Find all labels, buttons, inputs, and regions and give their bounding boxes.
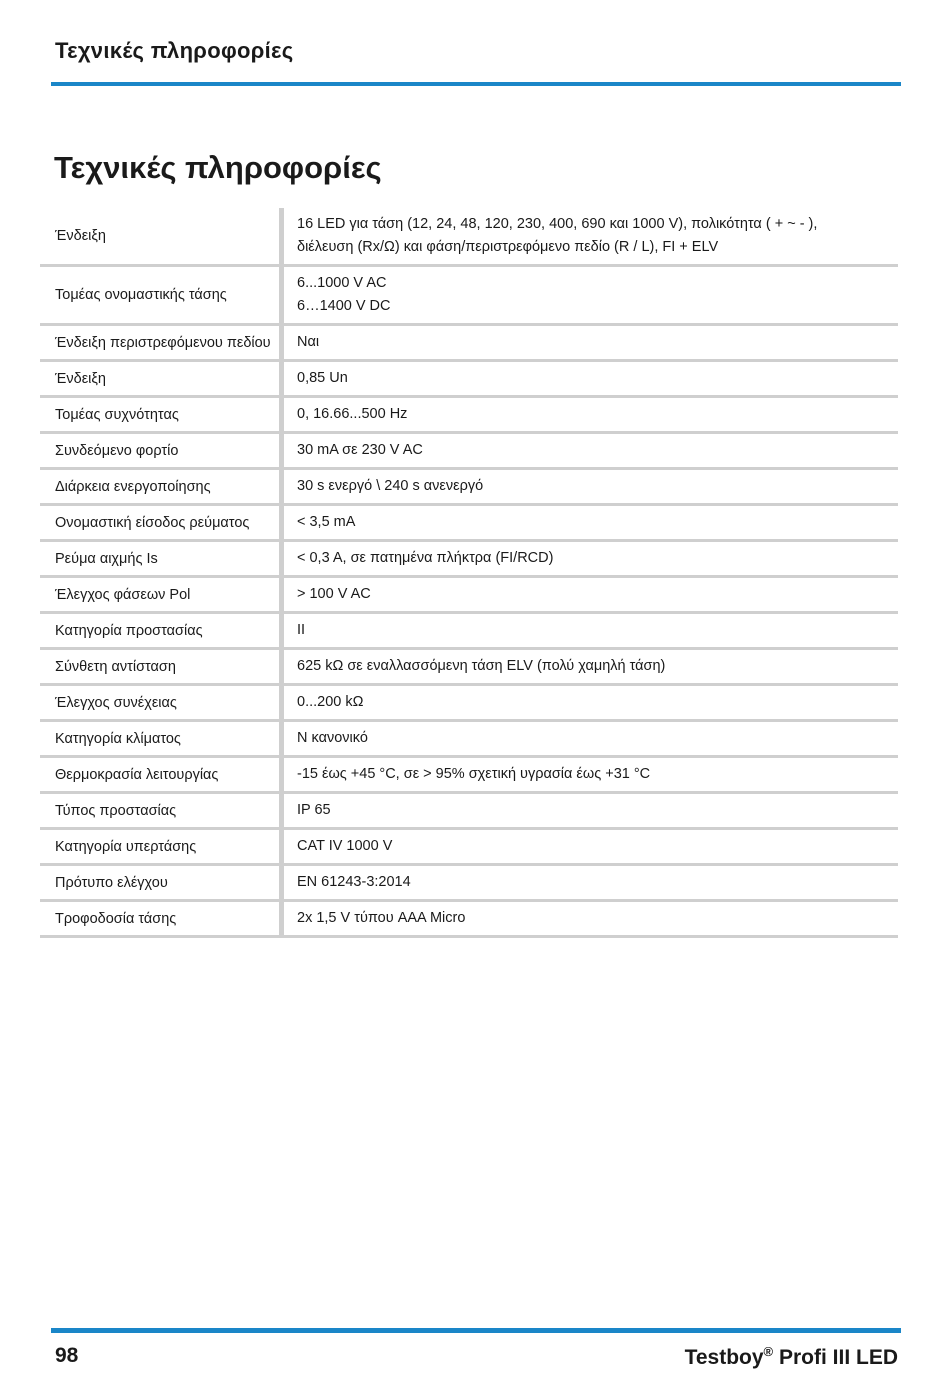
- spec-value: [284, 686, 898, 719]
- spec-value-line: < 3,5 mA: [297, 514, 356, 530]
- spec-value-line: 0,85 Un: [297, 370, 348, 386]
- spec-value: [284, 578, 898, 611]
- spec-value-line: 30 mA σε 230 V AC: [297, 442, 423, 458]
- spec-label: Τύπος προστασίας: [55, 802, 177, 819]
- spec-value-line: IP 65: [297, 802, 331, 818]
- spec-label: Ονομαστική είσοδος ρεύματος: [55, 514, 250, 531]
- footer-divider: [51, 1328, 901, 1333]
- spec-value-line: 625 kΩ σε εναλλασσόμενη τάση ELV (πολύ χαμηλή τάση): [297, 658, 666, 674]
- table-row: [40, 434, 898, 470]
- table-row: [40, 614, 898, 650]
- spec-value-line: -15 έως +45 °C, σε > 95% σχετική υγρασία έως +31 °C: [297, 766, 651, 782]
- spec-value-line: Ναι: [297, 334, 320, 350]
- spec-label: Τομέας ονομαστικής τάσης: [55, 287, 227, 303]
- table-row: [40, 902, 898, 938]
- spec-value: [284, 614, 898, 647]
- spec-value-line: CAT IV 1000 V: [297, 838, 393, 854]
- spec-value-line: 6...1000 V AC: [297, 275, 387, 291]
- specifications-table: [40, 208, 898, 938]
- table-row: [40, 398, 898, 434]
- spec-label: Έλεγχος φάσεων Pol: [55, 586, 191, 603]
- spec-value-line: < 0,3 A, σε πατημένα πλήκτρα (FI/RCD): [297, 550, 554, 566]
- spec-label: Κατηγορία υπερτάσης: [55, 838, 197, 855]
- table-row: [40, 326, 898, 362]
- spec-value: [284, 398, 898, 431]
- spec-value: [284, 208, 898, 264]
- spec-value: [284, 758, 898, 791]
- spec-value: [284, 722, 898, 755]
- spec-label: Κατηγορία προστασίας: [55, 622, 203, 639]
- spec-value: [284, 434, 898, 467]
- running-header-title: Τεχνικές πληροφορίες: [55, 38, 294, 63]
- spec-value-line: 6…1400 V DC: [297, 298, 391, 314]
- spec-label: Τροφοδοσία τάσης: [55, 910, 177, 927]
- spec-value: [284, 267, 898, 323]
- table-row: [40, 267, 898, 326]
- spec-value: [284, 902, 898, 935]
- spec-value-line: 0, 16.66...500 Hz: [297, 406, 408, 422]
- spec-value-line: διέλευση (Rx/Ω) και φάση/περιστρεφόμενο πεδίο (R / L), FI + ELV: [297, 239, 719, 255]
- spec-value: [284, 362, 898, 395]
- spec-value: [284, 470, 898, 503]
- spec-value-line: 0...200 kΩ: [297, 694, 364, 710]
- spec-value: [284, 650, 898, 683]
- footer-product-name: [685, 1344, 898, 1370]
- spec-label: Ένδειξη: [55, 370, 106, 387]
- spec-label: Κατηγορία κλίματος: [55, 730, 181, 747]
- spec-value-line: II: [297, 622, 306, 638]
- spec-label: Σύνθετη αντίσταση: [55, 658, 176, 675]
- spec-label: Ρεύμα αιχμής Is: [55, 550, 158, 567]
- spec-value-line: N κανονικό: [297, 730, 368, 746]
- spec-label: Θερμοκρασία λειτουργίας: [55, 766, 219, 783]
- table-row: [40, 686, 898, 722]
- brand-name: Testboy: [684, 1346, 764, 1369]
- spec-value-line: 16 LED για τάση (12, 24, 48, 120, 230, 400, 690 και 1000 V), πολικότητα ( + ~ - ),: [297, 216, 818, 232]
- table-row: [40, 830, 898, 866]
- header-divider: [51, 82, 901, 86]
- spec-label: Πρότυπο ελέγχου: [55, 874, 168, 891]
- spec-label: Έλεγχος συνέχειας: [55, 694, 177, 711]
- table-row: [40, 506, 898, 542]
- spec-label: Ένδειξη περιστρεφόμενου πεδίου: [55, 334, 271, 351]
- table-row: [40, 866, 898, 902]
- product-model: Profi III LED: [778, 1346, 898, 1369]
- spec-label: Τομέας συχνότητας: [55, 406, 179, 423]
- spec-value: [284, 506, 898, 539]
- spec-value: [284, 326, 898, 359]
- table-row: [40, 758, 898, 794]
- table-row: [40, 578, 898, 614]
- spec-value: [284, 866, 898, 899]
- spec-value: [284, 830, 898, 863]
- spec-value-line: 2x 1,5 V τύπου AAA Micro: [297, 910, 466, 926]
- spec-value: [284, 542, 898, 575]
- spec-value-line: > 100 V AC: [297, 586, 371, 602]
- registered-mark: ®: [763, 1344, 774, 1359]
- table-row: [40, 650, 898, 686]
- spec-label: Συνδεόμενο φορτίο: [55, 442, 179, 459]
- spec-value-line: 30 s ενεργό \ 240 s ανενεργό: [297, 478, 484, 494]
- spec-value: [284, 794, 898, 827]
- spec-value-line: EN 61243-3:2014: [297, 874, 411, 890]
- table-row: [40, 362, 898, 398]
- page-number: 98: [55, 1344, 79, 1367]
- table-row: [40, 722, 898, 758]
- table-row: [40, 794, 898, 830]
- table-row: [40, 542, 898, 578]
- table-row: [40, 208, 898, 267]
- table-row: [40, 470, 898, 506]
- spec-label: Διάρκεια ενεργοποίησης: [55, 478, 211, 495]
- spec-label: Ένδειξη: [55, 228, 106, 244]
- page-title: Τεχνικές πληροφορίες: [54, 150, 382, 185]
